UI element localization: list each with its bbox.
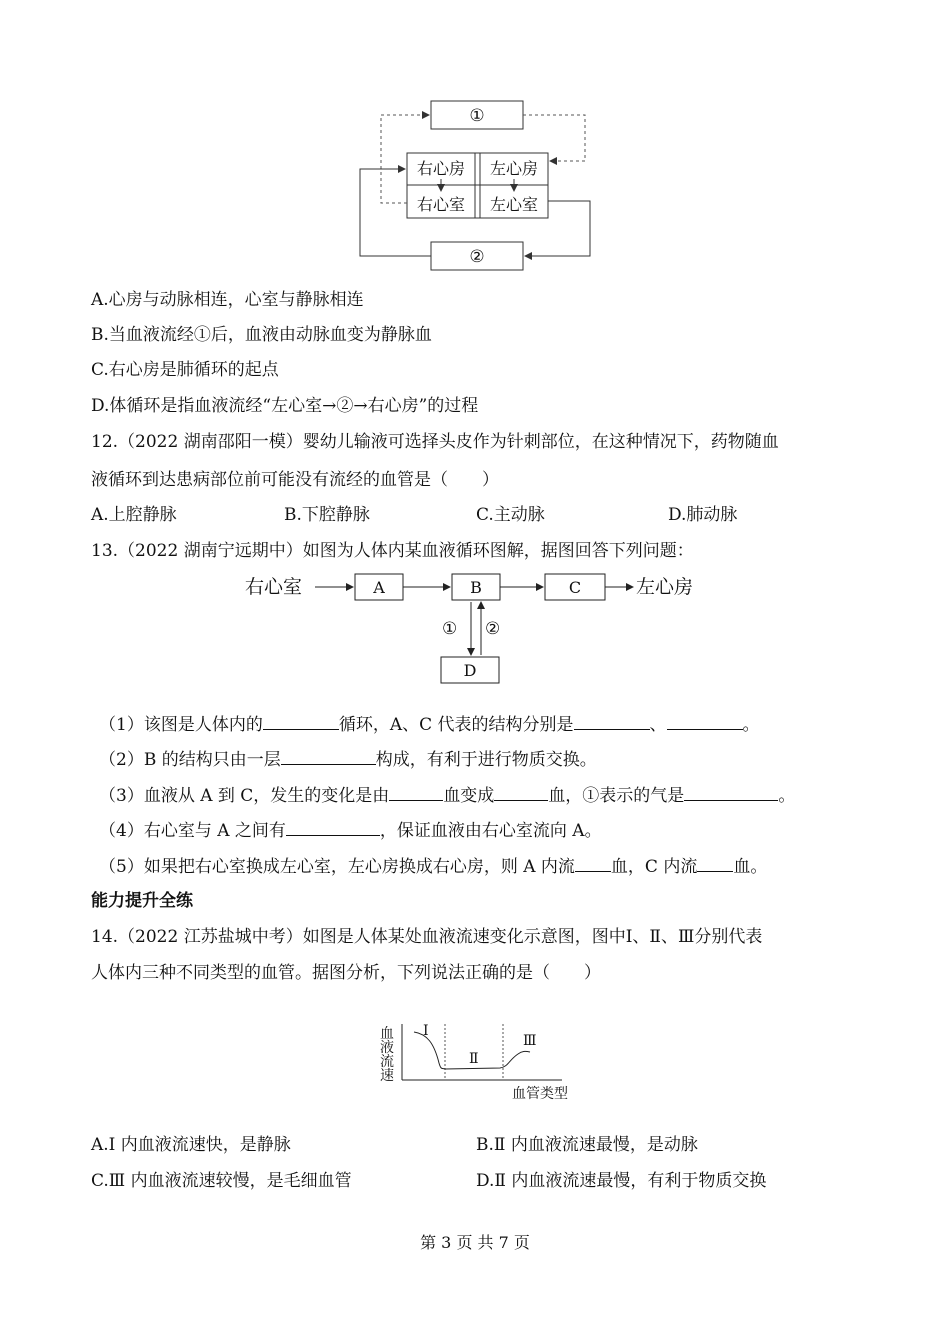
q13-stem: 13.（2022 湖南宁远期中）如图为人体内某血液循环图解，据图回答下列问题： [91, 541, 694, 561]
ylabel-char: 液 [380, 1040, 394, 1056]
q12-line2: 液循环到达患病部位前可能没有流经的血管是（ ） [91, 470, 499, 490]
q14-option-d: D.Ⅱ 内血液流速最慢，有利于物质交换 [476, 1171, 767, 1191]
q12-option-b: B.下腔静脉 [284, 505, 370, 525]
blank [667, 712, 743, 730]
blank [281, 747, 376, 765]
marker-1: ① [442, 619, 458, 639]
box-b-label: B [470, 578, 482, 597]
label-II: Ⅱ [469, 1051, 479, 1067]
q12-option-a: A.上腔静脉 [91, 505, 177, 525]
q14-option-c: C.Ⅲ 内血液流速较慢，是毛细血管 [91, 1171, 352, 1191]
blood-speed-chart [372, 1018, 582, 1108]
q13-sub4: （4）右心室与 A 之间有 ，保证血液由右心室流向 A。 [99, 818, 602, 843]
left-ventricle-label: 左心室 [489, 195, 539, 214]
right-atrium-label: 右心房 [416, 159, 466, 178]
blank [494, 783, 548, 801]
q13-sub2: （2）B 的结构只由一层 构成，有利于进行物质交换。 [99, 747, 597, 772]
q11-option-c: C.右心房是肺循环的起点 [91, 360, 279, 380]
marker-2: ② [485, 619, 501, 639]
flow-end-label: 左心房 [636, 576, 694, 598]
q12-option-c: C.主动脉 [476, 505, 545, 525]
ylabel-char: 流 [380, 1054, 394, 1070]
q12-line1: 12.（2022 湖南邵阳一模）婴幼儿输液可选择头皮作为针刺部位，在这种情况下，药物随血 [91, 432, 779, 452]
q12-option-d: D.肺动脉 [668, 505, 738, 525]
label-III: Ⅲ [523, 1033, 537, 1049]
box-a-label: A [373, 578, 385, 597]
flow-start-label: 右心室 [245, 576, 303, 598]
blank [575, 854, 611, 872]
q13-sub3: （3）血液从 A 到 C，发生的变化是由 血变成 血，①表示的气是 。 [99, 783, 795, 808]
blank [574, 712, 650, 730]
q13-sub1: （1）该图是人体内的 循环，A、C 代表的结构分别是 、 。 [99, 712, 760, 737]
xlabel: 血管类型 [512, 1086, 568, 1102]
ylabel-char: 速 [380, 1068, 394, 1084]
right-ventricle-label: 右心室 [416, 195, 466, 214]
heart-circulation-diagram [350, 95, 610, 277]
q14-option-b: B.Ⅱ 内血液流速最慢，是动脉 [476, 1135, 698, 1155]
blank [263, 712, 339, 730]
q14-line2: 人体内三种不同类型的血管。据图分析，下列说法正确的是（ ） [91, 963, 601, 983]
page-footer: 第 3 页 共 7 页 [420, 1233, 530, 1252]
q13-sub5: （5）如果把右心室换成左心室，左心房换成右心房，则 A 内流 血，C 内流 血。 [99, 854, 767, 879]
blank [389, 783, 443, 801]
ylabel-char: 血 [380, 1026, 394, 1042]
q14-line1: 14.（2022 江苏盐城中考）如图是人体某处血液流速变化示意图，图中Ⅰ、Ⅱ、Ⅲ分别代表 [91, 927, 763, 947]
box-c-label: C [568, 578, 582, 597]
label-I: Ⅰ [423, 1023, 429, 1039]
q11-option-a: A.心房与动脉相连，心室与静脉相连 [91, 290, 364, 310]
q11-option-d: D.体循环是指血液流经“左心室→②→右心房”的过程 [91, 396, 479, 416]
box-d-label: D [463, 661, 477, 680]
box-1-label: ① [469, 106, 485, 126]
q11-option-b: B.当血液流经①后，血液由动脉血变为静脉血 [91, 325, 432, 345]
blank [697, 854, 733, 872]
q14-option-a: A.Ⅰ 内血液流速快，是静脉 [91, 1135, 291, 1155]
box-2-label: ② [469, 247, 485, 267]
section-title: 能力提升全练 [91, 891, 193, 911]
left-atrium-label: 左心房 [489, 159, 539, 178]
blank [286, 818, 380, 836]
blank [684, 783, 778, 801]
circulation-flow-diagram [240, 568, 720, 686]
